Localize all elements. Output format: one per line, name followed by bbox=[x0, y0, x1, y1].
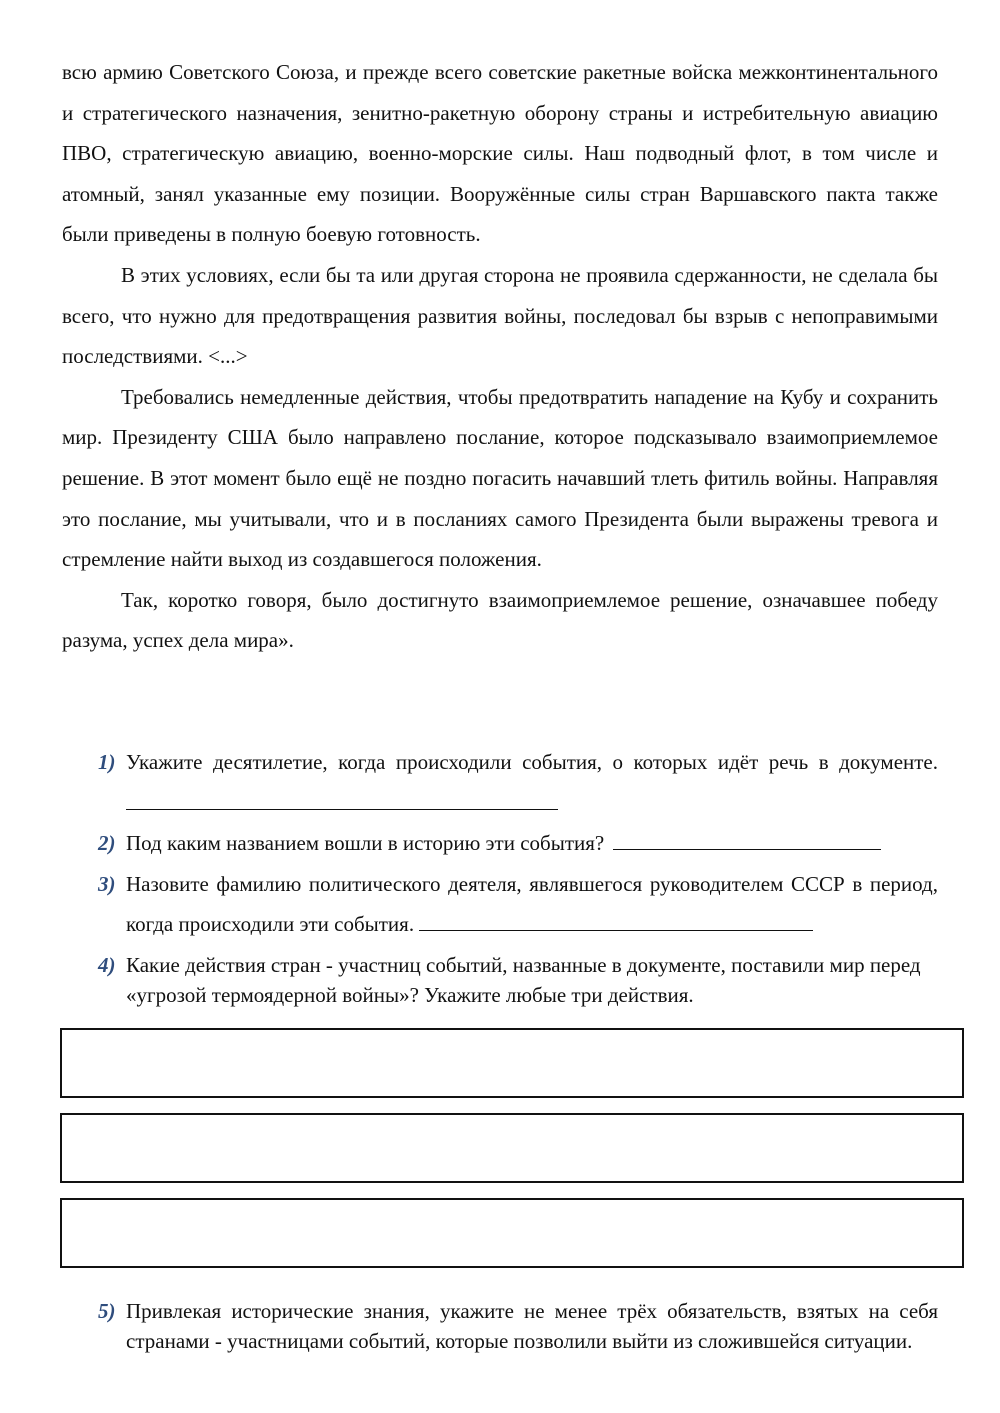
question-2-text: Под каким названием вошли в историю эти события? bbox=[126, 831, 605, 856]
question-4 bbox=[62, 950, 938, 1010]
question-1-number: 1) bbox=[98, 750, 116, 774]
question-3 bbox=[62, 864, 938, 945]
question-5-text: Привлекая исторические знания, укажите не менее трёх обязательств, взятых на себя странами - участницами событий, которые позволили выйти из сложившейся ситуации. bbox=[126, 1299, 938, 1353]
excerpt-paragraph-1: всю армию Советского Союза, и прежде всего советские ракетные войска межконтинентального и стратегического назначения, зенитно-ракетную оборону страны и истребительную авиацию ПВО, стратегическую авиацию, военно-морские силы. Наш подводный флот, в том числе и атомный, занял указанные ему позиции. Вооружённые силы стран Варшавского пакта также были приведены в полную боевую готовность. bbox=[62, 60, 938, 247]
excerpt-paragraph-3: Требовались немедленные действия, чтобы предотвратить нападение на Кубу и сохранить мир. Президенту США было направлено послание, которое подсказывало взаимоприемлемое решение. В этот момент было ещё не поздно погасить начавший тлеть фитиль войны. Направляя это послание, мы учитывали, что и в посланиях самого Президента были выражены тревога и стремление найти выход из создавшегося положения. bbox=[62, 384, 938, 572]
question-2 bbox=[62, 823, 938, 864]
excerpt-paragraph-2: В этих условиях, если бы та или другая сторона не проявила сдержанности, не сделала бы всего, что нужно для предотвращения развития войны, последовал бы взрыв с непоправимыми последствиями. <...> bbox=[62, 262, 938, 369]
question-5-number: 5) bbox=[98, 1299, 116, 1323]
document-excerpt bbox=[62, 52, 938, 661]
question-5 bbox=[62, 1296, 938, 1356]
question-1-answer-line[interactable] bbox=[126, 791, 558, 810]
question-4-number: 4) bbox=[98, 953, 116, 977]
question-4-block bbox=[62, 950, 938, 1010]
question-4-text: Какие действия стран - участниц событий, названные в документе, поставили мир перед «угрозой термоядерной войны»? Укажите любые три действия. bbox=[126, 953, 921, 1007]
answer-box-1[interactable] bbox=[60, 1028, 964, 1098]
question-5-block bbox=[62, 1296, 938, 1356]
question-1-text: Укажите десятилетие, когда происходили события, о которых идёт речь в документе. bbox=[126, 750, 938, 774]
question-2-number: 2) bbox=[98, 831, 116, 856]
excerpt-paragraph-4: Так, коротко говоря, было достигнуто взаимоприемлемое решение, означавшее победу разума, успех дела мира». bbox=[62, 587, 938, 653]
answer-box-2[interactable] bbox=[60, 1113, 964, 1183]
question-3-text: Назовите фамилию политического деятеля, являвшегося руководителем СССР в период, когда происходили эти события. bbox=[126, 871, 938, 937]
answer-box-3[interactable] bbox=[60, 1198, 964, 1268]
question-3-answer-line[interactable] bbox=[419, 912, 813, 931]
question-2-answer-line[interactable] bbox=[613, 831, 881, 850]
questions-1-3 bbox=[62, 742, 938, 945]
question-1 bbox=[62, 742, 938, 823]
question-3-number: 3) bbox=[98, 871, 116, 896]
